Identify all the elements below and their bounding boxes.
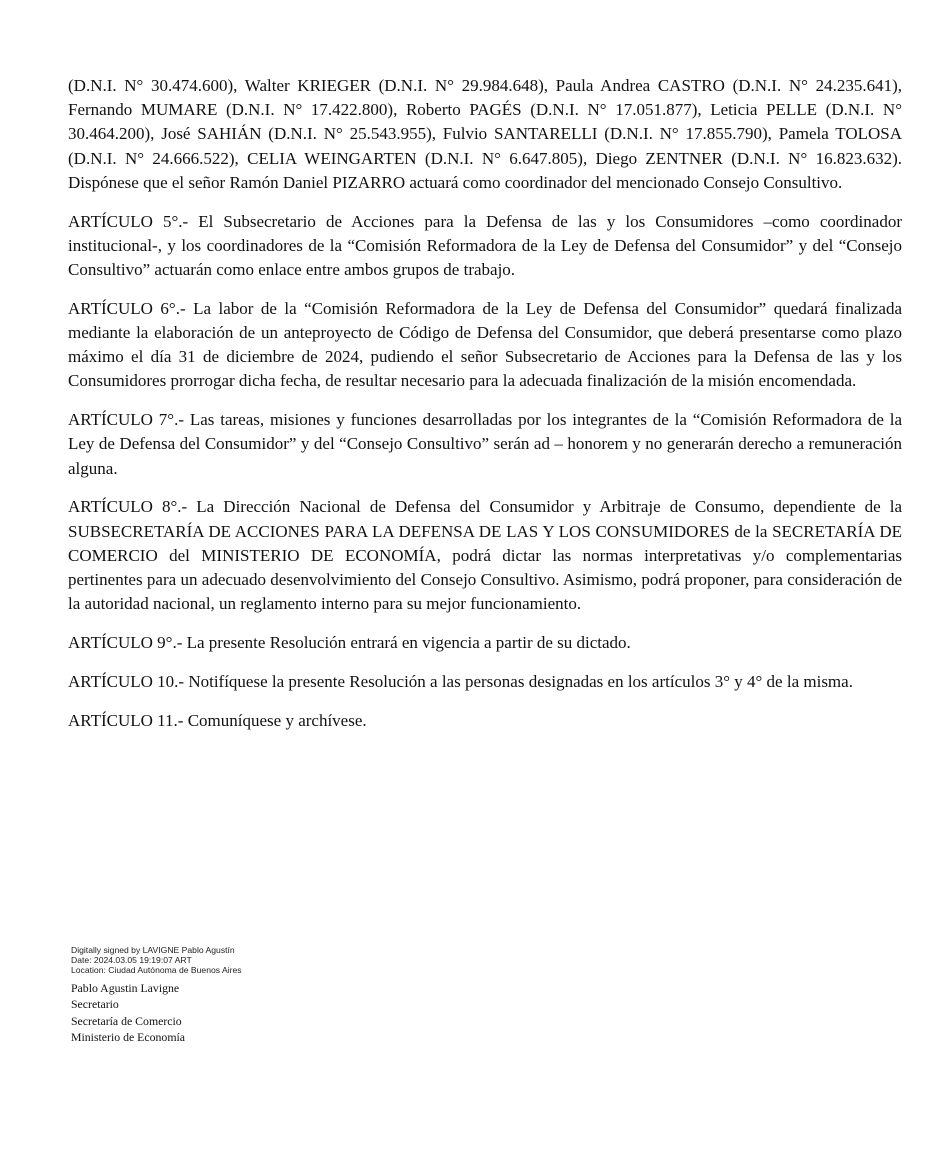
document-body xyxy=(68,74,902,747)
paragraph-articulo-7: ARTÍCULO 7°.- Las tareas, misiones y funciones desarrolladas por los integrantes de la “Comisión Reformadora de la Ley de Defensa del Consumidor” y del “Consejo Consultivo” serán ad – honorem y no generarán derecho a remuneración alguna. xyxy=(68,410,902,478)
signatory-name: Pablo Agustin Lavigne xyxy=(71,981,180,995)
digital-signature-signer: Digitally signed by LAVIGNE Pablo Agustín xyxy=(71,945,235,955)
signatory-position: Secretario xyxy=(71,997,119,1012)
paragraph-designations-continued: (D.N.I. N° 30.474.600), Walter KRIEGER (D.N.I. N° 29.984.648), Paula Andrea CASTRO (D.N.I. N° 24.235.641), Fernando MUMARE (D.N.I. N° 17.422.800), Roberto PAGÉS (D.N.I. N° 17.051.877), Leticia PELLE (D.N.I. N° 30.464.200), José SAHIÁN (D.N.I. N° 25.543.955), Fulvio SANTARELLI (D.N.I. N° 17.855.790), Pamela TOLOSA (D.N.I. N° 24.666.522), CELIA WEINGARTEN (D.N.I. N° 6.647.805), Diego ZENTNER (D.N.I. N° 16.823.632). Dispónese que el señor Ramón Daniel PIZARRO actuará como coordinador del mencionado Consejo Consultivo. xyxy=(68,76,902,192)
paragraph-articulo-9: ARTÍCULO 9°.- La presente Resolución entrará en vigencia a partir de su dictado. xyxy=(68,633,631,653)
digital-signature-block xyxy=(71,945,242,975)
paragraph-articulo-5: ARTÍCULO 5°.- El Subsecretario de Acciones para la Defensa de las y los Consumidores –como coordinador institucional-, y los coordinadores de la “Comisión Reformadora de la Ley de Defensa del Consumidor” y del “Consejo Consultivo” actuarán como enlace entre ambos grupos de trabajo. xyxy=(68,211,902,280)
paragraph-articulo-6: ARTÍCULO 6°.- La labor de la “Comisión Reformadora de la Ley de Defensa del Consumidor” quedará finalizada mediante la elaboración de un anteproyecto de Código de Defensa del Consumidor, que deberá presentarse como plazo máximo el día 31 de diciembre de 2024, pudiendo el señor Subsecretario de Acciones para la Defensa de las y los Consumidores prorrogar dicha fecha, de resultar necesario para la adecuada finalización de la misión encomendada. xyxy=(68,298,902,391)
digital-signature-location: Location: Ciudad Autónoma de Buenos Aires xyxy=(71,965,242,975)
signatory-office: Secretaría de Comercio xyxy=(71,1013,182,1028)
paragraph-articulo-11: ARTÍCULO 11.- Comuníquese y archívese. xyxy=(68,710,367,730)
digital-signature-date: Date: 2024.03.05 19:19:07 ART xyxy=(71,955,192,965)
signatory-ministry: Ministerio de Economía xyxy=(71,1029,186,1044)
paragraph-articulo-8: ARTÍCULO 8°.- La Dirección Nacional de Defensa del Consumidor y Arbitraje de Consumo, dependiente de la SUBSECRETARÍA DE ACCIONES PARA LA DEFENSA DE LAS Y LOS CONSUMIDORES de la SECRETARÍA DE COMERCIO del MINISTERIO DE ECONOMÍA, podrá dictar las normas interpretativas y/o complementarias pertinentes para un adecuado desenvolvimiento del Consejo Consultivo. Asimismo, podrá proponer, para consideración de la autoridad nacional, un reglamento interno para su mejor funcionamiento. xyxy=(68,497,902,614)
paragraph-articulo-10: ARTÍCULO 10.- Notifíquese la presente Resolución a las personas designadas en los artículos 3° y 4° de la misma. xyxy=(68,671,853,691)
signatory-block xyxy=(71,980,185,1045)
